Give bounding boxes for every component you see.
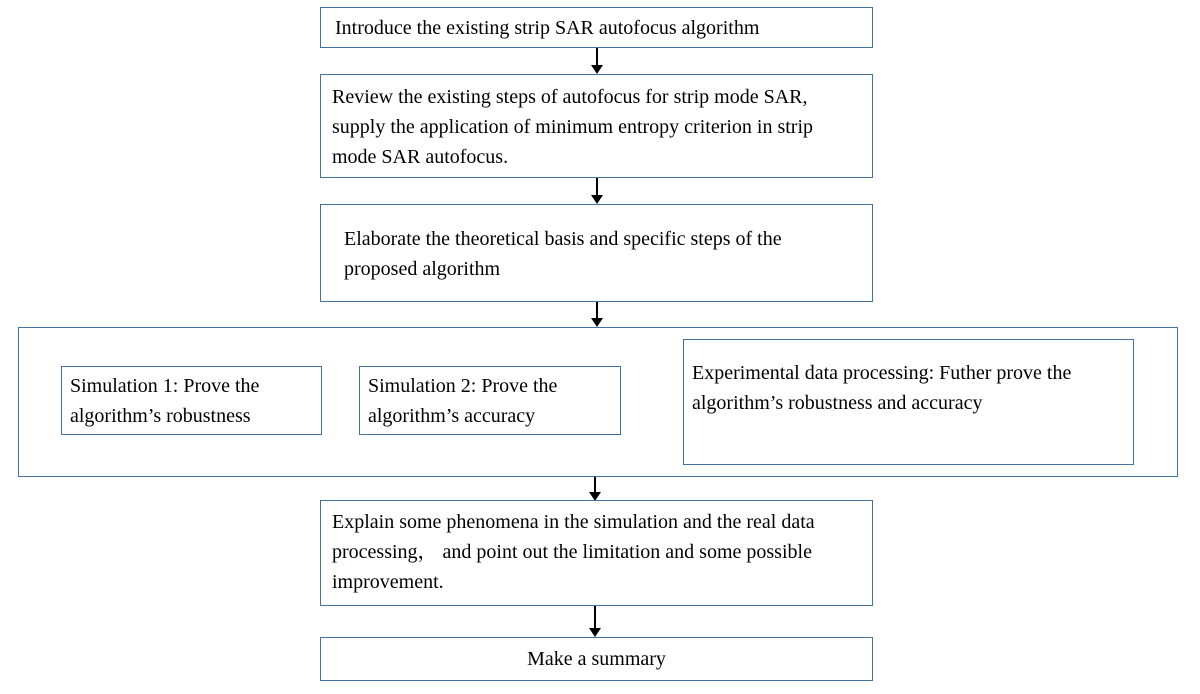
arrow-head: [591, 65, 603, 74]
node-elaborate-label: Elaborate the theoretical basis and specific steps of the proposed algorithm: [344, 228, 782, 280]
down-arrow-icon: [587, 606, 603, 637]
down-arrow-icon: [589, 302, 605, 327]
node-simulation-2: [359, 366, 621, 435]
node-review: [320, 74, 873, 178]
validation-group: [18, 327, 1178, 477]
node-summary-label: Make a summary: [527, 648, 666, 670]
node-introduce-label: Introduce the existing strip SAR autofocus algorithm: [335, 16, 760, 39]
arrow-head: [591, 318, 603, 327]
node-experimental: [683, 339, 1134, 465]
node-simulation-2-label: Simulation 2: Prove the algorithm’s accuracy: [368, 375, 558, 427]
node-simulation-1: [61, 366, 322, 435]
node-review-label: Review the existing steps of autofocus for strip mode SAR, supply the application of minimum entropy criterion in strip mode SAR autofocus.: [332, 86, 814, 168]
arrow-head: [591, 195, 603, 204]
down-arrow-icon: [589, 178, 605, 204]
down-arrow-icon: [587, 477, 603, 501]
node-explain: [320, 500, 873, 606]
node-experimental-label: Experimental data processing: Futher prove the algorithm’s robustness and accuracy: [692, 362, 1072, 414]
node-introduce: [320, 7, 873, 48]
node-simulation-1-label: Simulation 1: Prove the algorithm’s robustness: [70, 375, 260, 427]
node-explain-label: Explain some phenomena in the simulation and the real data processing， and point out the limitation and some possible improvement.: [332, 511, 815, 593]
node-elaborate: [320, 204, 873, 302]
down-arrow-icon: [589, 48, 605, 74]
arrow-shaft: [594, 606, 596, 630]
node-summary: [320, 637, 873, 681]
arrow-head: [589, 628, 601, 637]
